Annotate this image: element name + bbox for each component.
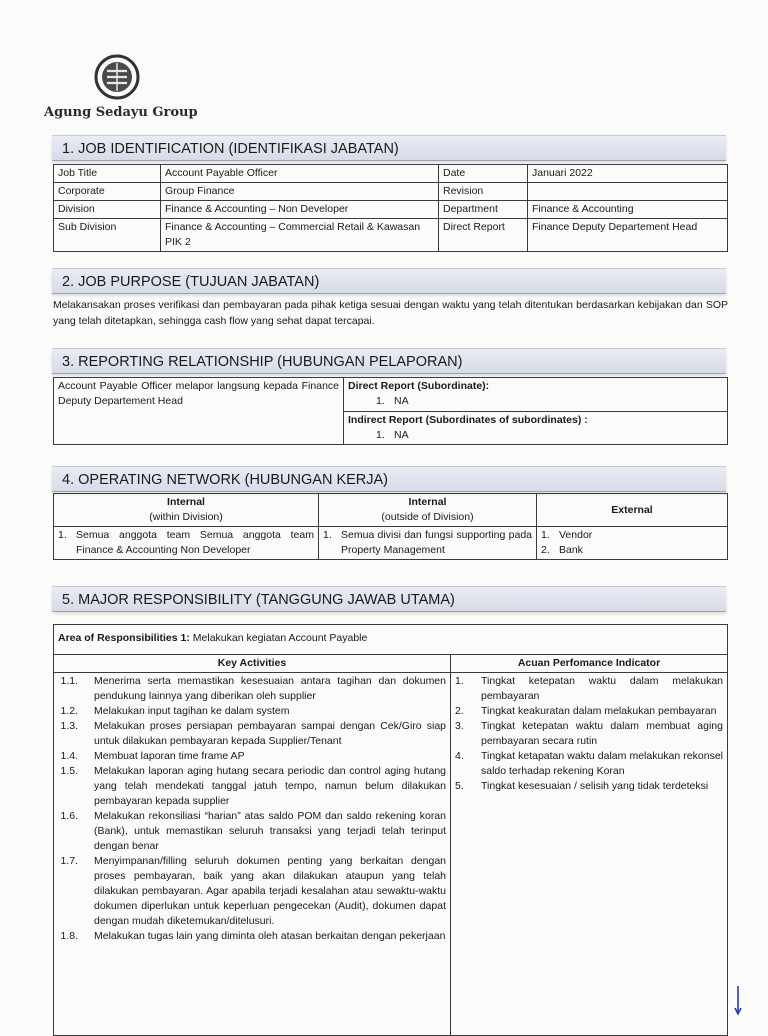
key-activity-text: Membuat laporan time frame AP	[94, 750, 245, 762]
direct-report-title: Direct Report (Subordinate):	[348, 380, 490, 392]
key-activity-text: Menerima serta memastikan kesesuaian antara tagihan dan dokumen pendukung lainnya yang diberikan oleh supplier	[94, 675, 446, 702]
key-activity-number: 1.8.	[60, 930, 78, 942]
performance-indicator-item	[455, 719, 723, 749]
key-activity-text: Melakukan tugas lain yang diminta oleh atasan berkaitan dengan pekerjaan	[94, 930, 446, 942]
key-activity-text: Melakukan rekonsiliasi “harian” atas saldo POM dan saldo rekening koran (Bank), untuk memastikan seluruh transaksi yang terjadi telah terinput dengan benar	[94, 810, 446, 852]
network-internal-outside-header	[319, 494, 537, 527]
key-activity-item	[54, 674, 446, 704]
key-activity-number: 1.7.	[60, 855, 78, 867]
key-activities-list	[54, 673, 451, 1036]
key-activity-number: 1.6.	[60, 810, 78, 822]
network-item-number: 1.	[58, 529, 67, 541]
job-id-value: Januari 2022	[528, 165, 728, 183]
job-id-label: Revision	[439, 183, 528, 201]
network-item	[541, 528, 723, 543]
reporting-table	[53, 377, 728, 445]
network-item-text: Semua divisi dan fungsi supporting pada Property Management	[341, 529, 532, 556]
network-item	[323, 528, 532, 558]
section-reporting-relationship: 3. REPORTING RELATIONSHIP (HUBUNGAN PELAPORAN)	[52, 348, 726, 374]
company-logo	[44, 54, 214, 120]
job-id-label: Sub Division	[54, 219, 161, 252]
job-id-value: Finance & Accounting – Commercial Retail & Kawasan PIK 2	[161, 219, 439, 252]
key-activity-number: 1.2.	[60, 705, 78, 717]
key-activity-item	[54, 719, 446, 749]
job-id-label: Direct Report	[439, 219, 528, 252]
reporting-description: Account Payable Officer melapor langsung kepada Finance Deputy Departement Head	[54, 378, 344, 445]
section-major-responsibility: 5. MAJOR RESPONSIBILITY (TANGGUNG JAWAB UTAMA)	[52, 586, 726, 612]
network-col2-title: Internal	[408, 496, 447, 508]
network-item-text: Semua anggota team Semua anggota team Finance & Accounting Non Developer	[76, 529, 314, 556]
key-activity-item	[54, 764, 446, 809]
job-identification-table	[53, 164, 728, 252]
indirect-report-item	[348, 428, 723, 443]
performance-indicator-text: Tingkat keakuratan dalam melakukan pembayaran	[481, 705, 717, 717]
network-col1-list	[54, 527, 319, 560]
performance-indicator-text: Tingkat ketapatan waktu dalam melakukan rekonsel saldo terhadap rekening Koran	[481, 750, 723, 777]
direct-report-item-text: NA	[394, 395, 409, 407]
network-col1-title: Internal	[167, 496, 205, 508]
key-activity-text: Melakukan laporan aging hutang secara periodic dan control aging hutang yang telah mendekati tanggal jatuh tempo, namun belum dilakukan pembayaran kepada supplier	[94, 765, 446, 807]
job-id-value: Group Finance	[161, 183, 439, 201]
performance-indicator-header: Acuan Perfomance Indicator	[451, 655, 728, 673]
key-activities-header: Key Activities	[54, 655, 451, 673]
performance-indicator-number: 3.	[455, 720, 464, 732]
key-activity-item	[54, 929, 446, 944]
key-activity-item	[54, 809, 446, 854]
network-item-text: Vendor	[559, 529, 593, 541]
indirect-report-cell	[344, 411, 728, 445]
performance-indicator-text: Tingkat ketepatan waktu dalam membuat aging pembayaran secara rutin	[481, 720, 723, 747]
job-id-row	[54, 165, 728, 183]
job-id-label: Job Title	[54, 165, 161, 183]
section-operating-network: 4. OPERATING NETWORK (HUBUNGAN KERJA)	[52, 466, 726, 492]
indirect-report-item-text: NA	[394, 428, 409, 441]
job-id-label: Division	[54, 201, 161, 219]
network-item	[541, 543, 723, 558]
network-item-number: 2.	[541, 544, 550, 556]
area-value: Melakukan kegiatan Account Payable	[192, 632, 368, 644]
performance-indicator-number: 4.	[455, 750, 464, 762]
operating-network-table	[53, 493, 728, 560]
key-activity-text: Melakukan proses persiapan pembayaran sampai dengan Cek/Giro siap untuk dilakukan pembayaran kepada Supplier/Tenant	[94, 720, 446, 747]
key-activity-number: 1.4.	[60, 750, 78, 762]
performance-indicator-list	[451, 673, 728, 1036]
direct-report-item	[348, 394, 723, 409]
agung-sedayu-logo-icon	[94, 54, 140, 100]
key-activity-text: Melakukan input tagihan ke dalam system	[94, 705, 290, 717]
key-activity-number: 1.1.	[60, 675, 78, 687]
job-id-label: Date	[439, 165, 528, 183]
indirect-report-item-number: 1.	[376, 428, 385, 441]
job-id-row	[54, 219, 728, 252]
performance-indicator-number: 2.	[455, 705, 464, 717]
job-id-label: Department	[439, 201, 528, 219]
key-activity-number: 1.5.	[60, 765, 78, 777]
job-id-label: Corporate	[54, 183, 161, 201]
network-col2-subtitle: (outside of Division)	[381, 511, 474, 523]
company-name: Agung Sedayu Group	[44, 105, 198, 120]
performance-indicator-item	[455, 674, 723, 704]
area-of-responsibility	[54, 625, 728, 655]
responsibility-table	[53, 624, 728, 1036]
network-col3-list	[537, 527, 728, 560]
network-item-text: Bank	[559, 544, 583, 556]
job-id-row	[54, 201, 728, 219]
job-purpose-text: Melakansakan proses verifikasi dan pembayaran pada pihak ketiga sesuai dengan waktu yang telah ditentukan berdasarkan kebijakan dan SOP yang telah ditetapkan, sehingga cash flow yang sehat dapat tercapai.	[53, 299, 728, 327]
key-activity-item	[54, 749, 446, 764]
indirect-report-title: Indirect Report (Subordinates of subordinates) :	[348, 413, 588, 426]
key-activity-number: 1.3.	[60, 720, 78, 732]
key-activity-text: Menyimpanan/filling seluruh dokumen penting yang berkaitan dengan proses pembayaran, baik yang akan dilakukan ataupun yang telah dilakukan pembayaran. Agar apabila terjadi kesalahan atau sewaktu-waktu dokumen diperlukan untuk keperluan pengecekan (Audit), dokumen dapat dengan mudah diketemukan/ditelusuri.	[94, 855, 446, 927]
performance-indicator-text: Tingkat ketepatan waktu dalam melakukan pembayaran	[481, 675, 723, 702]
network-item	[58, 528, 314, 558]
job-id-value: Finance Deputy Departement Head	[528, 219, 728, 252]
network-col2-list	[319, 527, 537, 560]
job-id-row	[54, 183, 728, 201]
network-external-header: External	[537, 494, 728, 527]
performance-indicator-number: 1.	[455, 675, 464, 687]
key-activity-item	[54, 854, 446, 929]
direct-report-item-number: 1.	[376, 395, 385, 407]
performance-indicator-text: Tingkat kesesuaian / selisih yang tidak terdeteksi	[481, 780, 709, 792]
key-activity-item	[54, 704, 446, 719]
job-id-value	[528, 183, 728, 201]
job-id-value: Account Payable Officer	[161, 165, 439, 183]
network-internal-within-header	[54, 494, 319, 527]
pen-mark-icon	[734, 984, 742, 1018]
performance-indicator-item	[455, 779, 723, 794]
job-id-value: Finance & Accounting	[528, 201, 728, 219]
network-item-number: 1.	[323, 529, 332, 541]
job-id-value: Finance & Accounting – Non Developer	[161, 201, 439, 219]
direct-report-list	[348, 394, 723, 409]
performance-indicator-item	[455, 749, 723, 779]
indirect-report-list	[348, 428, 723, 443]
direct-report-cell	[344, 378, 728, 412]
area-label: Area of Responsibilities 1:	[58, 632, 190, 644]
section-job-purpose: 2. JOB PURPOSE (TUJUAN JABATAN)	[52, 268, 726, 294]
performance-indicator-number: 5.	[455, 780, 464, 792]
section-job-identification: 1. JOB IDENTIFICATION (IDENTIFIKASI JABATAN)	[52, 135, 726, 161]
network-item-number: 1.	[541, 529, 550, 541]
network-col1-subtitle: (within Division)	[149, 511, 223, 523]
performance-indicator-item	[455, 704, 723, 719]
